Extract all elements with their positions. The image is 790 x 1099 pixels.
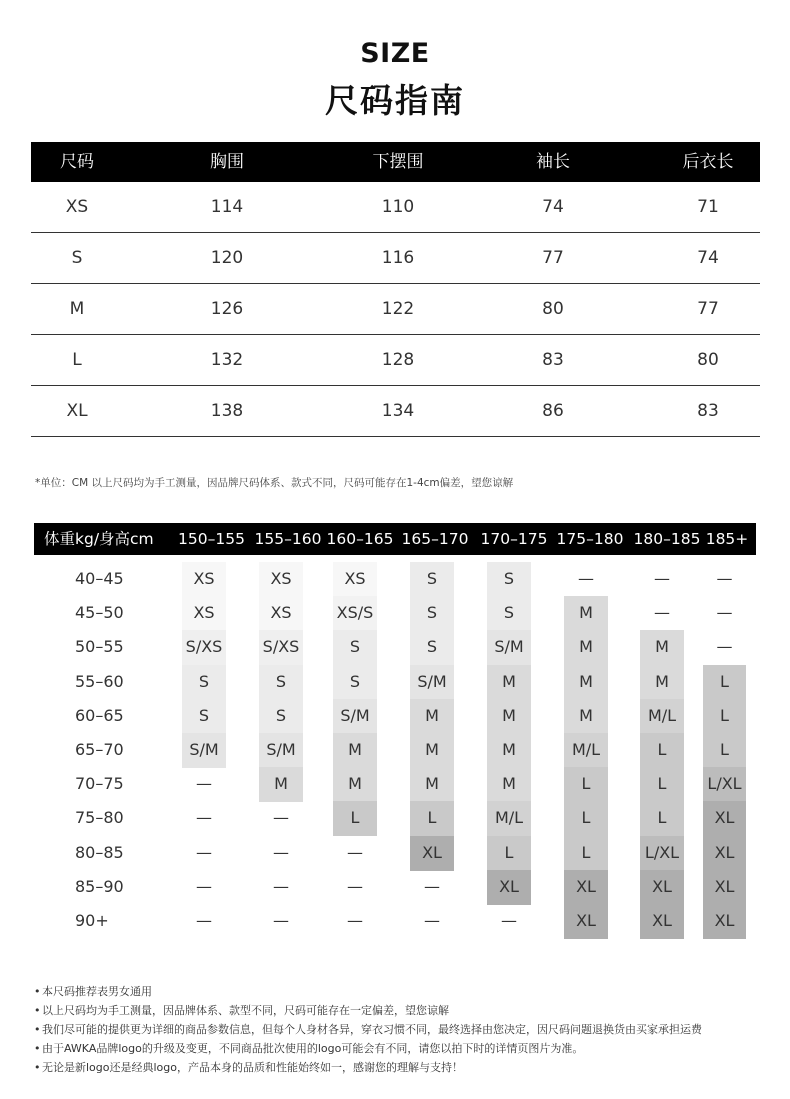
- size-cell: M: [259, 767, 303, 802]
- size-cell: XL: [564, 904, 608, 939]
- size-cell: —: [501, 911, 517, 930]
- header-height-range: 160–165: [326, 530, 394, 548]
- size-cell: M: [487, 767, 531, 802]
- size-cell: XS: [182, 596, 226, 631]
- size-cell: —: [273, 911, 289, 930]
- size-cell: XL: [703, 836, 746, 871]
- size-cell: L: [703, 699, 746, 734]
- size-cell: XL: [410, 836, 454, 871]
- size-cell: M: [333, 733, 377, 768]
- weight-label: 40–45: [75, 569, 124, 588]
- size-cell: —: [654, 603, 670, 623]
- note-item: • 以上尺码均为手工测量，因品牌体系、款型不同，尺码可能存在一定偏差，望您谅解: [34, 1004, 449, 1017]
- cell-sleeve: 80: [542, 299, 564, 319]
- cell-size: L: [72, 350, 82, 370]
- size-cell: L: [564, 836, 608, 871]
- size-cell: XL: [703, 870, 746, 905]
- size-cell: —: [347, 876, 363, 896]
- size-cell: —: [654, 569, 670, 588]
- size-cell: —: [716, 569, 733, 588]
- cell-size: XS: [65, 197, 89, 217]
- size-cell: S/XS: [182, 630, 226, 665]
- header-height-range: 165–170: [401, 530, 469, 548]
- size-cell: —: [716, 603, 733, 623]
- header-sleeve: 袖长: [536, 152, 570, 172]
- cell-hem: 122: [381, 299, 415, 319]
- cell-back-length: 74: [697, 248, 719, 268]
- size-cell: S: [182, 665, 226, 700]
- size-cell: M: [410, 733, 454, 768]
- header-back-length: 后衣长: [682, 152, 734, 172]
- size-cell: M: [640, 665, 684, 700]
- header-height-range: 180–185: [633, 530, 701, 548]
- size-cell: XL: [487, 870, 531, 905]
- size-cell: XS/S: [333, 596, 377, 631]
- size-cell: M: [564, 630, 608, 665]
- weight-label: 60–65: [75, 705, 124, 725]
- size-cell: S/M: [182, 733, 226, 768]
- weight-label: 75–80: [75, 808, 124, 828]
- cell-chest: 126: [210, 299, 244, 319]
- size-cell: —: [196, 911, 212, 930]
- size-cell: S: [259, 699, 303, 734]
- size-cell: L: [564, 801, 608, 836]
- size-cell: XS: [182, 562, 226, 597]
- weight-label: 45–50: [75, 603, 124, 623]
- header-weight-height: 体重kg/身高cm: [44, 530, 154, 548]
- size-cell: —: [273, 876, 289, 896]
- cell-back-length: 71: [697, 197, 719, 217]
- size-cell: L: [703, 665, 746, 700]
- size-cell: S/M: [333, 699, 377, 734]
- size-cell: S/M: [259, 733, 303, 768]
- size-cell: XL: [564, 870, 608, 905]
- weight-label: 70–75: [75, 774, 124, 794]
- size-cell: XL: [640, 904, 684, 939]
- header-height-range: 155–160: [254, 530, 322, 548]
- size-cell: —: [347, 842, 363, 862]
- cell-sleeve: 77: [542, 248, 564, 268]
- cell-size: M: [69, 299, 85, 319]
- size-cell: L: [640, 733, 684, 768]
- size-cell: XL: [640, 870, 684, 905]
- header-hem: 下摆围: [372, 152, 424, 172]
- note-text: 无论是新logo还是经典logo，产品本身的品质和性能始终如一，感谢您的理解与支持！: [42, 1061, 463, 1074]
- size-cell: M/L: [487, 801, 531, 836]
- size-cell: M: [564, 596, 608, 631]
- weight-label: 90+: [75, 911, 109, 930]
- weight-label: 85–90: [75, 876, 124, 896]
- size-cell: L/XL: [703, 767, 746, 802]
- size-cell: —: [424, 876, 440, 896]
- size-cell: S: [333, 665, 377, 700]
- size-cell: L/XL: [640, 836, 684, 871]
- cell-hem: 128: [381, 350, 415, 370]
- size-cell: M: [564, 665, 608, 700]
- size-cell: L: [640, 801, 684, 836]
- size-cell: L: [640, 767, 684, 802]
- page-title-en: SIZE: [360, 38, 430, 69]
- size-cell: —: [424, 911, 440, 930]
- header-height-range: 185+: [705, 530, 749, 548]
- size-cell: —: [196, 842, 212, 862]
- header-height-range: 170–175: [480, 530, 548, 548]
- size-cell: M: [487, 733, 531, 768]
- unit-note: *单位：CM 以上尺码均为手工测量，因品牌尺码体系、款式不同，尺码可能存在1-4cm偏差，望您谅解: [35, 477, 514, 489]
- size-cell: S/M: [487, 630, 531, 665]
- cell-size: XL: [66, 401, 88, 421]
- size-cell: —: [273, 808, 289, 828]
- header-height-range: 175–180: [556, 530, 624, 548]
- header-size: 尺码: [60, 152, 94, 172]
- note-item: • 由于AWKA品牌logo的升级及变更，不同商品批次使用的logo可能会有不同，请您以拍下时的详情页图片为准。: [34, 1042, 584, 1055]
- size-cell: —: [196, 876, 212, 896]
- size-cell: L: [487, 836, 531, 871]
- size-cell: —: [196, 808, 212, 828]
- size-cell: M: [487, 665, 531, 700]
- size-cell: S: [259, 665, 303, 700]
- size-cell: —: [578, 569, 594, 588]
- cell-sleeve: 86: [542, 401, 564, 421]
- size-cell: XS: [259, 596, 303, 631]
- size-cell: S/XS: [259, 630, 303, 665]
- cell-sleeve: 74: [542, 197, 564, 217]
- note-item: • 我们尽可能的提供更为详细的商品参数信息，但每个人身材各异，穿衣习惯不同，最终选择由您决定，因尺码问题退换货由买家承担运费: [34, 1023, 702, 1036]
- note-item: • 本尺码推荐表男女通用: [34, 985, 152, 998]
- size-cell: S: [487, 562, 531, 597]
- size-cell: XL: [703, 801, 746, 836]
- weight-label: 80–85: [75, 842, 124, 862]
- size-cell: XL: [703, 904, 746, 939]
- size-cell: L: [333, 801, 377, 836]
- size-cell: S: [487, 596, 531, 631]
- size-cell: M: [487, 699, 531, 734]
- size-cell: —: [347, 911, 363, 930]
- size-cell: M: [333, 767, 377, 802]
- size-cell: M: [564, 699, 608, 734]
- size-cell: S: [410, 630, 454, 665]
- note-text: 我们尽可能的提供更为详细的商品参数信息，但每个人身材各异，穿衣习惯不同，最终选择由您决定，因尺码问题退换货由买家承担运费: [42, 1023, 702, 1036]
- size-cell: S: [410, 596, 454, 631]
- size-cell: —: [273, 842, 289, 862]
- cell-sleeve: 83: [542, 350, 564, 370]
- size-cell: L: [410, 801, 454, 836]
- size-cell: S/M: [410, 665, 454, 700]
- size-cell: S: [333, 630, 377, 665]
- note-text: 以上尺码均为手工测量，因品牌体系、款型不同，尺码可能存在一定偏差，望您谅解: [42, 1004, 449, 1017]
- size-cell: L: [703, 733, 746, 768]
- size-cell: S: [410, 562, 454, 597]
- size-cell: M: [410, 767, 454, 802]
- note-item: • 无论是新logo还是经典logo，产品本身的品质和性能始终如一，感谢您的理解与支持！: [34, 1061, 463, 1074]
- weight-label: 65–70: [75, 740, 124, 759]
- cell-hem: 110: [381, 197, 415, 217]
- page-title-cn: 尺码指南: [325, 81, 465, 120]
- cell-hem: 116: [381, 248, 415, 268]
- cell-back-length: 77: [697, 299, 719, 319]
- size-cell: M: [410, 699, 454, 734]
- cell-back-length: 80: [697, 350, 719, 370]
- size-cell: S: [182, 699, 226, 734]
- cell-hem: 134: [381, 401, 415, 421]
- size-cell: M/L: [564, 733, 608, 768]
- cell-size: S: [71, 248, 83, 268]
- size-cell: L: [564, 767, 608, 802]
- size-cell: —: [716, 637, 733, 657]
- size-cell: XS: [259, 562, 303, 597]
- cell-chest: 120: [210, 248, 244, 268]
- cell-chest: 132: [210, 350, 244, 370]
- size-cell: M/L: [640, 699, 684, 734]
- note-text: 本尺码推荐表男女通用: [42, 985, 152, 998]
- header-chest: 胸围: [210, 152, 244, 172]
- notes-list: [34, 982, 702, 1077]
- cell-back-length: 83: [697, 401, 719, 421]
- note-text: 由于AWKA品牌logo的升级及变更，不同商品批次使用的logo可能会有不同，请您以拍下时的详情页图片为准。: [42, 1042, 584, 1055]
- cell-chest: 138: [210, 401, 244, 421]
- cell-chest: 114: [210, 197, 244, 217]
- size-cell: —: [196, 774, 212, 794]
- weight-label: 50–55: [75, 637, 124, 657]
- header-height-range: 150–155: [178, 530, 245, 548]
- size-cell: M: [640, 630, 684, 665]
- size-cell: XS: [333, 562, 377, 597]
- weight-label: 55–60: [75, 671, 124, 691]
